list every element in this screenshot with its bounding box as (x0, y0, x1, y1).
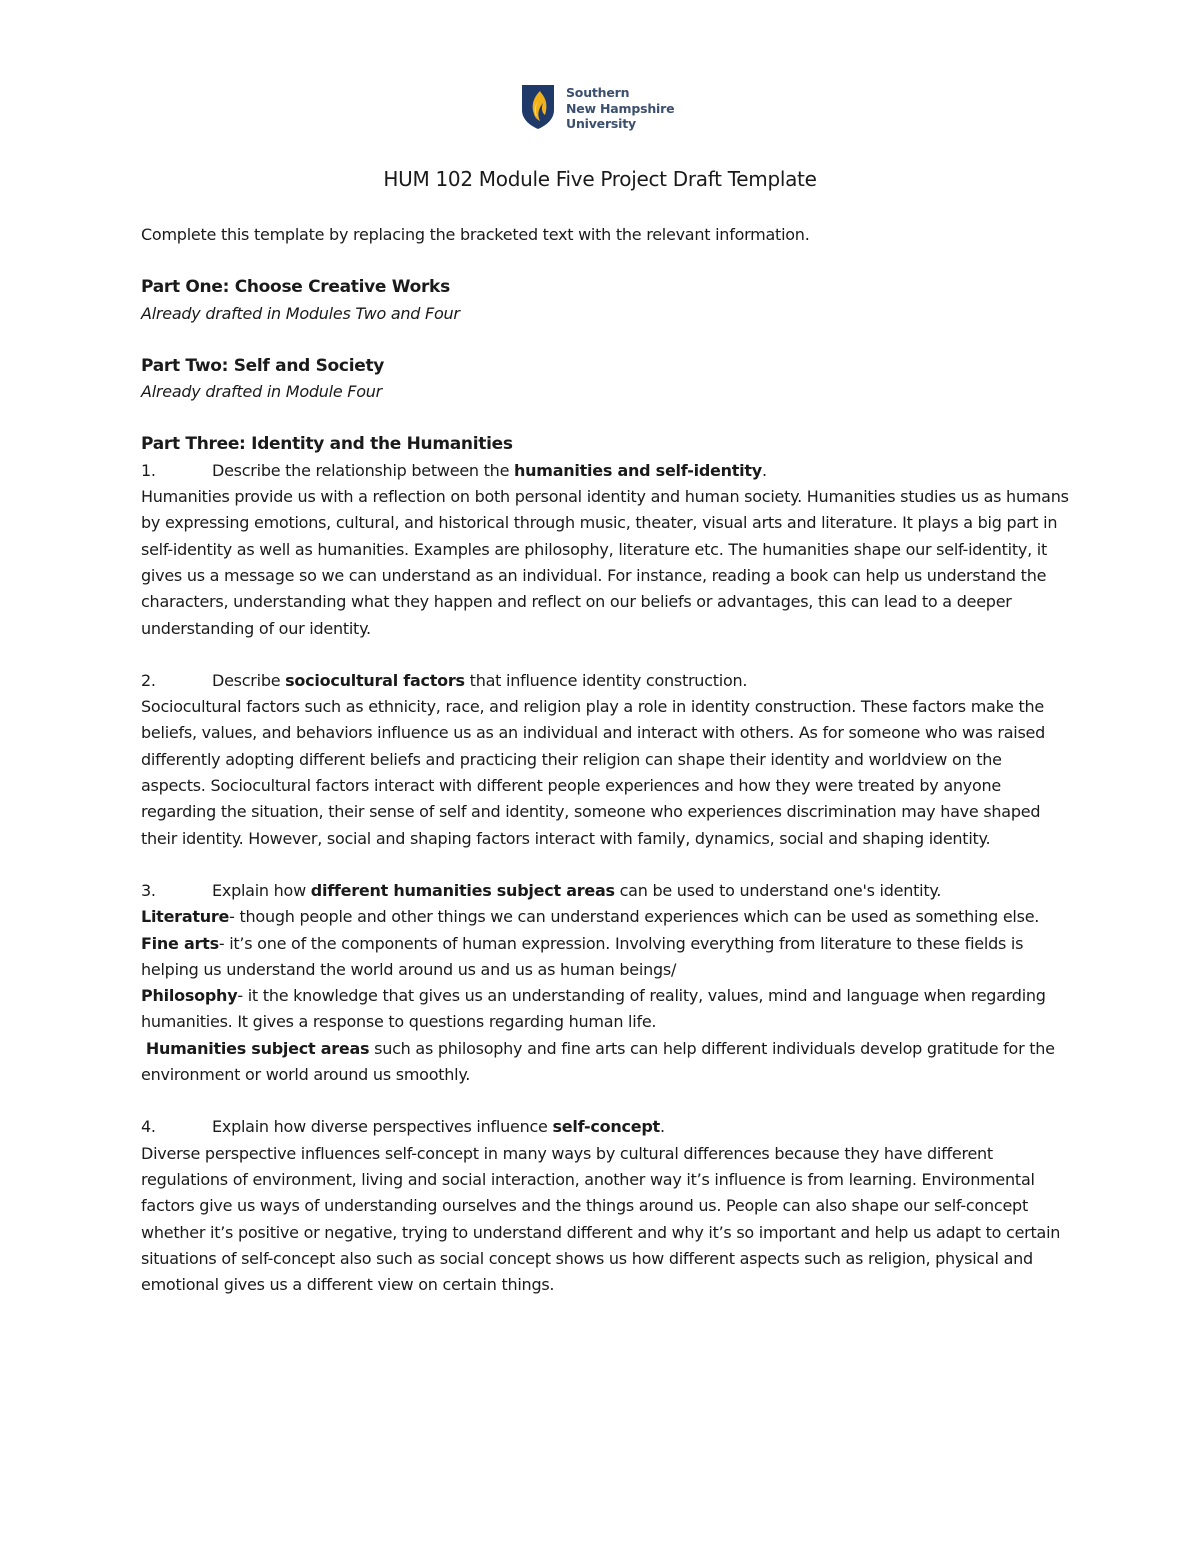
part-two-heading: Part Two: Self and Society (141, 355, 385, 376)
question-number: 3. (141, 880, 156, 900)
prompt-keyword: self-concept (552, 1117, 660, 1137)
logo-line-1: Southern (566, 85, 630, 100)
prompt-keyword: different humanities subject areas (310, 880, 615, 900)
answer-text: - it’s one of the components of human expression. Involving everything from literature to these fields is helping us understand the world around us and us as human beings/ (141, 933, 1024, 979)
intro-text: Complete this template by replacing the bracketed text with the relevant information. (141, 225, 810, 244)
question-4-answer: Diverse perspective influences self-concept in many ways by cultural differences because they have different regulations of environment, living and social interaction, another way it’s influence is from learning. Environmental factors give us ways of understanding ourselves and the things around us. People can also shape our self-concept whether it’s positive or negative, trying to understand different and why it’s so important and help us adapt to certain situations of self-concept also such as social concept shows us how different aspects such as religion, physical and emotional gives us a different view on certain things. (141, 1143, 1061, 1295)
question-4-prompt (141, 1114, 1071, 1140)
prompt-text: Explain how diverse perspectives influence (212, 1117, 553, 1137)
logo-line-3: University (566, 116, 636, 131)
answer-term: Humanities subject areas (145, 1038, 370, 1058)
question-2-answer: Sociocultural factors such as ethnicity, race, and religion play a role in identity construction. These factors make the beliefs, values, and behaviors influence us as an individual and interact with others. As for someone who was raised differently adopting different beliefs and practicing their religion can shape their identity and worldview on the aspects. Sociocultural factors interact with different people experiences and how they were treated by anyone regarding the situation, their sense of self and identity, someone who experiences discrimination may have shaped their identity. However, social and shaping factors interact with family, dynamics, social and shaping identity. (141, 697, 1046, 848)
answer-text: such as philosophy and fine arts can help different individuals develop gratitude for the environment or world around us smoothly. (141, 1038, 1055, 1085)
question-number: 4. (141, 1117, 156, 1137)
prompt-text: . (761, 460, 767, 480)
answer-term: Philosophy (141, 986, 238, 1006)
prompt-text: Explain how (212, 880, 311, 900)
logo-wordmark (566, 85, 674, 132)
part-three-heading: Part Three: Identity and the Humanities (141, 434, 513, 455)
prompt-keyword: humanities and self-identity (514, 460, 762, 480)
answer-term: Literature (141, 907, 230, 927)
question-number: 2. (141, 670, 156, 690)
answer-item-literature (141, 904, 1071, 930)
part-one-heading: Part One: Choose Creative Works (141, 277, 450, 298)
question-number: 1. (141, 460, 156, 480)
prompt-text: Describe (212, 670, 286, 690)
prompt-text: . (659, 1117, 665, 1137)
prompt-text: that influence identity construction. (464, 670, 748, 690)
prompt-text: can be used to understand one's identity. (614, 880, 942, 900)
snhu-logo (521, 84, 691, 134)
part-one-note: Already drafted in Modules Two and Four (141, 303, 460, 323)
answer-text: - though people and other things we can understand experiences which can be used as something else. (229, 907, 1040, 927)
document-body (141, 222, 1071, 1298)
prompt-text: Describe the relationship between the (212, 460, 514, 480)
answer-item-subject-areas (141, 1036, 1071, 1089)
part-two-note: Already drafted in Module Four (141, 382, 383, 402)
question-1-prompt (141, 458, 1071, 484)
shield-flame-icon (521, 84, 555, 130)
answer-item-philosophy (141, 983, 1071, 1036)
document-title: HUM 102 Module Five Project Draft Template (383, 167, 817, 191)
question-2-prompt (141, 668, 1071, 694)
answer-term: Fine arts (141, 933, 219, 953)
prompt-keyword: sociocultural factors (285, 670, 465, 690)
answer-item-fine-arts (141, 931, 1071, 984)
question-3-prompt (141, 878, 1071, 904)
answer-text: - it the knowledge that gives us an understanding of reality, values, mind and language when regarding humanities. It gives a response to questions regarding human life. (141, 986, 1046, 1032)
question-1-answer: Humanities provide us with a reflection on both personal identity and human society. Humanities studies us as humans by expressing emotions, cultural, and historical through music, theater, visual arts and literature. It plays a big part in self-identity as well as humanities. Examples are philosophy, literature etc. The humanities shape our self-identity, it gives us a message so we can understand as an individual. For instance, reading a book can help us understand the characters, understanding what they happen and reflect on our beliefs or advantages, this can lead to a deeper understanding of our identity. (141, 487, 1069, 638)
logo-line-2: New Hampshire (566, 100, 675, 116)
